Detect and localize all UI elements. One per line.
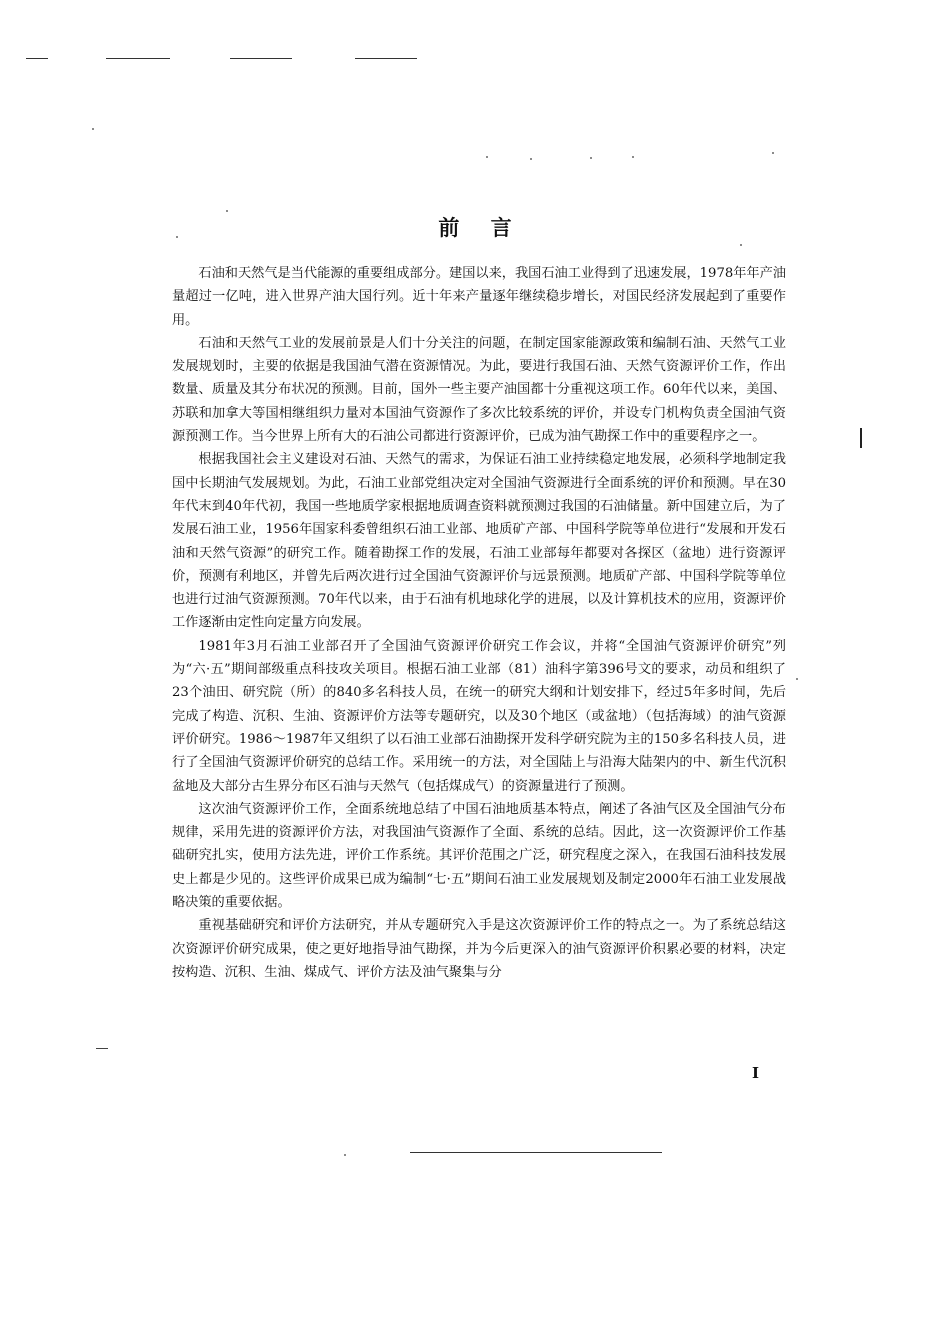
scan-line-bottom [410, 1152, 662, 1153]
body-text [172, 262, 786, 984]
paragraph: 这次油气资源评价工作，全面系统地总结了中国石油地质基本特点，阐述了各油气区及全国油气分布规律，采用先进的资源评价方法，对我国油气资源作了全面、系统的总结。因此，这一次资源评价工作基础研究扎实，使用方法先进，评价工作系统。其评价范围之广泛，研究程度之深入，在我国石油科技发展史上都是少见的。这些评价成果已成为编制“七·五”期间石油工业发展规划及制定2000年石油工业发展战略决策的重要依据。 [172, 801, 786, 911]
paragraph: 重视基础研究和评价方法研究，并从专题研究入手是这次资源评价工作的特点之一。为了系统总结这次资源评价研究成果，使之更好地指导油气勘探，并为今后更深入的油气资源评价积累必要的材料，决定按构造、沉积、生油、煤成气、评价方法及油气聚集与分 [172, 918, 786, 980]
scan-speck [796, 678, 798, 680]
scan-speck [486, 156, 488, 158]
scan-edge-mark [860, 428, 862, 448]
scan-line-top-3 [230, 58, 292, 59]
paragraph: 1981年3月石油工业部召开了全国油气资源评价研究工作会议，并将“全国油气资源评价研究”列为“六·五”期间部级重点科技攻关项目。根据石油工业部（81）油科字第396号文的要求，动员和组织了23个油田、研究院（所）的840多名科技人员，在统一的研究大纲和计划安排下，经过5年多时间，先后完成了构造、沉积、生油、资源评价方法等专题研究，以及30个地区（或盆地）（包括海域）的油气资源评价研究。1986～1987年又组织了以石油工业部石油勘探开发科学研究院为主的150多名科技人员，进行了全国油气资源评价研究的总结工作。采用统一的方法，对全国陆上与沿海大陆架内的中、新生代沉积盆地及大部分古生界分布区石油与天然气（包括煤成气）的资源量进行了预测。 [172, 638, 786, 794]
scan-speck [344, 1154, 346, 1156]
page-title: 前 言 [438, 215, 524, 240]
scan-speck [92, 128, 94, 130]
scan-line-top-1 [26, 58, 48, 59]
scan-line-top-4 [355, 58, 417, 59]
paragraph: 石油和天然气是当代能源的重要组成部分。建国以来，我国石油工业得到了迅速发展，1978年年产油量超过一亿吨，进入世界产油大国行列。近十年来产量逐年继续稳步增长，对国民经济发展起到了重要作用。 [172, 266, 786, 328]
paragraph: 根据我国社会主义建设对石油、天然气的需求，为保证石油工业持续稳定地发展，必须科学地制定我国中长期油气发展规划。为此，石油工业部党组决定对全国油气资源进行全面系统的评价和预测。早在30年代末到40年代初，我国一些地质学家根据地质调查资料就预测过我国的石油储量。新中国建立后，为了发展石油工业，1956年国家科委曾组织石油工业部、地质矿产部、中国科学院等单位进行“发展和开发石油和天然气资源”的研究工作。随着勘探工作的发展，石油工业部每年都要对各探区（盆地）进行资源评价，预测有利地区，并曾先后两次进行过全国油气资源评价与远景预测。地质矿产部、中国科学院等单位也进行过油气资源预测。70年代以来，由于石油有机地球化学的进展，以及计算机技术的应用，资源评价工作逐渐由定性向定量方向发展。 [172, 452, 786, 631]
scan-speck [740, 244, 742, 246]
scan-line-top-2 [106, 58, 170, 59]
scan-speck [530, 158, 532, 160]
scan-speck [590, 157, 592, 159]
page-number: I [752, 1064, 760, 1082]
scan-speck [632, 156, 634, 158]
paragraph: 石油和天然气工业的发展前景是人们十分关注的问题，在制定国家能源政策和编制石油、天然气工业发展规划时，主要的依据是我国油气潜在资源情况。为此，要进行我国石油、天然气资源评价工作，作出数量、质量及其分布状况的预测。目前，国外一些主要产油国都十分重视这项工作。60年代以来，美国、苏联和加拿大等国相继组织力量对本国油气资源作了多次比较系统的评价，并设专门机构负责全国油气资源预测工作。当今世界上所有大的石油公司都进行资源评价，已成为油气勘探工作中的重要程序之一。 [172, 335, 786, 445]
scan-left-dash [96, 1048, 108, 1049]
scan-speck [772, 152, 774, 154]
